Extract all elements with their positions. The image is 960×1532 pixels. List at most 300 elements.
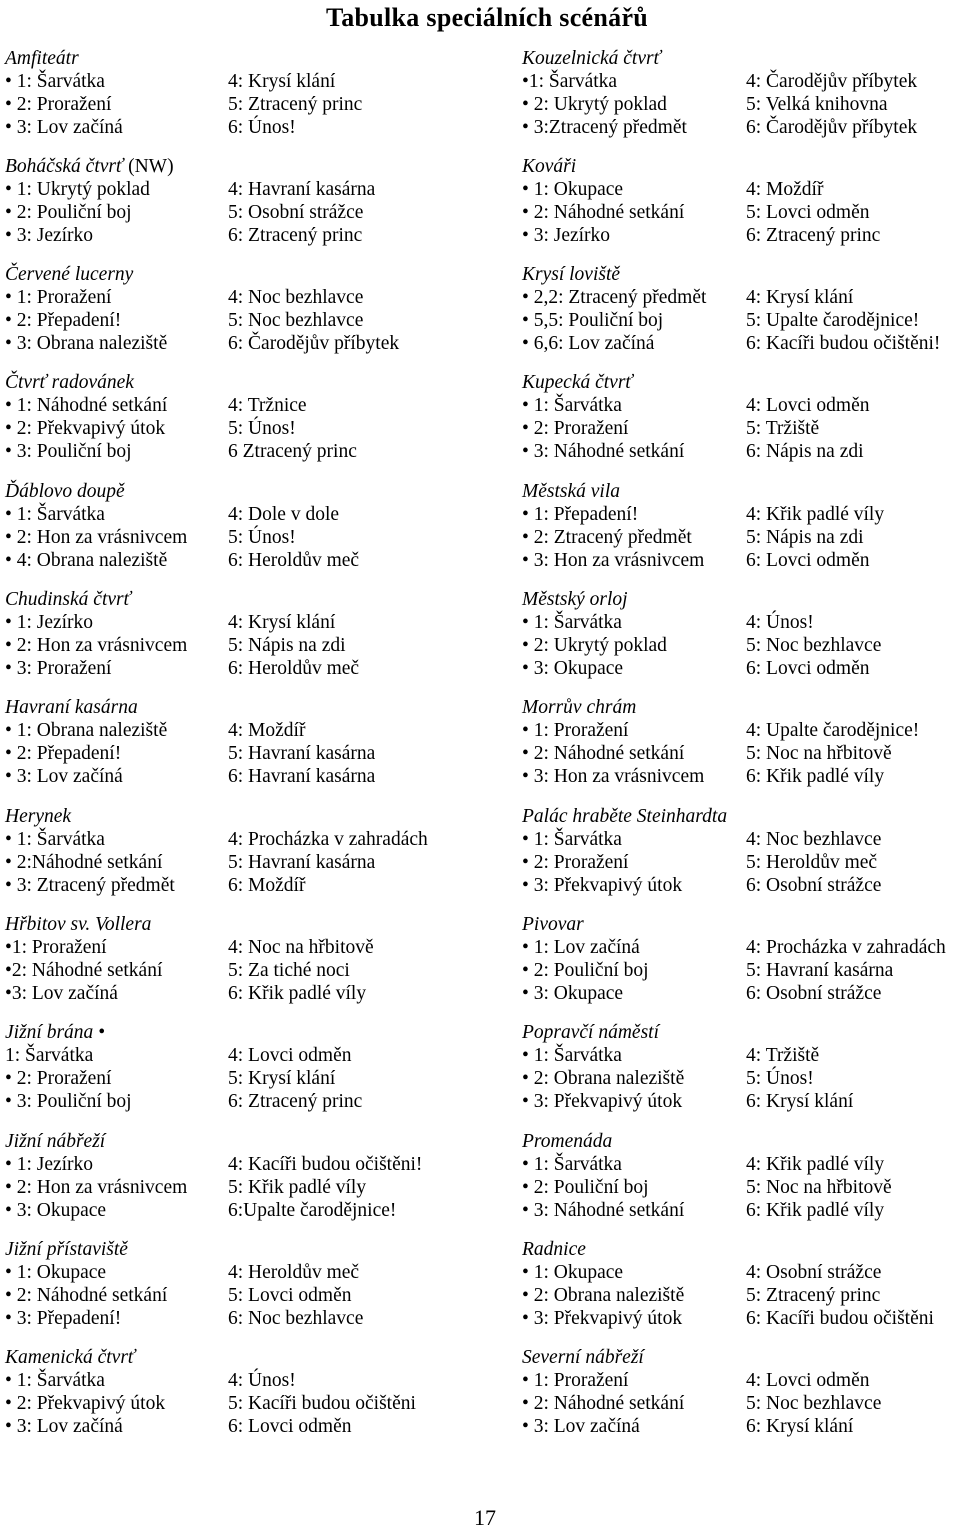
scenario-entry-first: • 3: Hon za vrásnivcem [522, 766, 705, 788]
scenario-row [522, 657, 958, 680]
scenario-row [522, 851, 958, 874]
section-title-text: Severní nábřeží [522, 1347, 644, 1369]
scenario-entry-first: • 2: Pouliční boj [522, 1176, 649, 1198]
scenario-entry-second: 4: Moždíř [746, 178, 824, 200]
scenario-row [522, 1261, 958, 1284]
scenario-entry-second: 5: Za tiché noci [228, 960, 350, 982]
scenario-row [522, 742, 958, 765]
section-title [5, 913, 510, 936]
scenario-entry-first: • 4: Obrana naleziště [5, 549, 168, 571]
section-title [522, 1346, 958, 1369]
scenario-row [5, 1176, 510, 1199]
scenario-entry-first: • 2: Hon za vrásnivcem [5, 1176, 188, 1198]
section-title-text: Jižní přístaviště [5, 1239, 128, 1261]
scenario-row [522, 309, 958, 332]
scenario-entry-first: • 3: Okupace [522, 983, 624, 1005]
scenario-entry-second: 4: Tržiště [746, 1045, 820, 1067]
section-title [5, 155, 510, 178]
section-title [5, 805, 510, 828]
scenario-entry-second: 6 Ztracený princ [228, 441, 357, 463]
scenario-row [522, 1415, 958, 1438]
scenario-row [522, 286, 958, 309]
scenario-row [522, 1090, 958, 1113]
scenario-entry-first: • 3: Okupace [5, 1199, 107, 1221]
scenario-row [5, 332, 510, 355]
scenario-entry-first: • 1: Proražení [5, 287, 112, 309]
scenario-entry-second: 4: Procházka v zahradách [228, 828, 428, 850]
scenario-section [522, 263, 958, 371]
scenario-section [5, 1238, 510, 1346]
section-title-text: Popravčí náměstí [522, 1022, 660, 1044]
scenario-entry-first: • 2: Proražení [522, 851, 629, 873]
scenario-entry-first: • 1: Jezírko [5, 1153, 94, 1175]
scenario-row [522, 178, 958, 201]
scenario-entry-second: 5: Únos! [228, 526, 296, 548]
scenario-row [522, 440, 958, 463]
section-title [522, 371, 958, 394]
scenario-entry-second: 4: Kacíři budou očištěni! [228, 1153, 423, 1175]
scenario-entry-first: • 1: Okupace [5, 1262, 107, 1284]
section-title [5, 1346, 510, 1369]
scenario-row [522, 201, 958, 224]
scenario-entry-second: 5: Noc bezhlavce [746, 1393, 882, 1415]
section-title [522, 263, 958, 286]
scenario-entry-first: • 2: Náhodné setkání [5, 1285, 168, 1307]
scenario-entry-second: 4: Lovci odměn [746, 395, 870, 417]
scenario-entry-first: • 2,2: Ztracený předmět [522, 287, 707, 309]
scenario-entry-second: 6: Ztracený princ [228, 224, 363, 246]
scenario-entry-first: • 2: Pouliční boj [522, 960, 649, 982]
scenario-section [522, 696, 958, 804]
scenario-entry-second: 6: Čarodějův příbytek [228, 333, 400, 355]
scenario-entry-second: 6: Čarodějův příbytek [746, 116, 918, 138]
scenario-section [5, 805, 510, 913]
scenario-entry-first: • 1: Náhodné setkání [5, 395, 168, 417]
scenario-entry-second: 4: Krysí klání [746, 287, 854, 309]
section-title-text: Promenáda [522, 1130, 613, 1152]
scenario-entry-first: • 3: Okupace [522, 658, 624, 680]
scenario-entry-first: • 2: Ukrytý poklad [522, 93, 667, 115]
scenario-entry-first: • 3: Hon za vrásnivcem [522, 549, 705, 571]
scenario-section [5, 155, 510, 263]
scenario-row [5, 634, 510, 657]
section-title [5, 1238, 510, 1261]
scenario-row [522, 828, 958, 851]
scenario-row [522, 332, 958, 355]
section-title [522, 913, 958, 936]
scenario-row [5, 765, 510, 788]
scenario-entry-first: • 3: Ztracený předmět [5, 874, 175, 896]
scenario-entry-first: • 1: Lov začíná [522, 937, 640, 959]
scenario-section [522, 1238, 958, 1346]
scenario-entry-second: 5: Noc bezhlavce [746, 635, 882, 657]
scenario-entry-first: • 3: Obrana naleziště [5, 333, 168, 355]
scenario-entry-second: 4: Osobní strážce [746, 1262, 882, 1284]
scenario-entry-first: • 2: Obrana naleziště [522, 1285, 685, 1307]
section-title-text: Kováři [522, 155, 577, 177]
scenario-entry-first: • 1: Šarvátka [5, 70, 105, 92]
scenario-entry-second: 5: Únos! [228, 418, 296, 440]
scenario-entry-second: 6: Osobní strážce [746, 874, 882, 896]
section-title [522, 155, 958, 178]
scenario-row [522, 224, 958, 247]
scenario-row [5, 851, 510, 874]
scenario-entry-first: • 2: Proražení [5, 93, 112, 115]
scenario-row [5, 286, 510, 309]
scenario-entry-second: 6: Ztracený princ [746, 224, 881, 246]
scenario-entry-second: 5: Lovci odměn [746, 201, 870, 223]
scenario-row [522, 116, 958, 139]
scenario-entry-first: • 2: Hon za vrásnivcem [5, 526, 188, 548]
left-column [5, 47, 510, 1455]
section-title [5, 47, 510, 70]
scenario-row [5, 1261, 510, 1284]
section-title-text: Jižní brána • [5, 1022, 105, 1044]
section-title-text: Kupecká čtvrť [522, 372, 633, 394]
scenario-entry-first: • 3: Lov začíná [5, 1416, 123, 1438]
scenario-entry-first: •2: Náhodné setkání [5, 960, 163, 982]
scenario-row [5, 549, 510, 572]
scenario-section [5, 1021, 510, 1129]
scenario-entry-first: • 1: Okupace [522, 1262, 624, 1284]
scenario-row [522, 634, 958, 657]
section-title-suffix: (NW) [128, 155, 174, 177]
scenario-row [5, 719, 510, 742]
scenario-entry-second: 6: Kacíři budou očištěni! [746, 333, 941, 355]
scenario-entry-first: • 2: Náhodné setkání [522, 201, 685, 223]
section-title [5, 480, 510, 503]
scenario-entry-second: 5: Havraní kasárna [746, 960, 894, 982]
scenario-section [522, 913, 958, 1021]
scenario-section [5, 47, 510, 155]
section-title [522, 1238, 958, 1261]
section-title [522, 47, 958, 70]
scenario-row [522, 417, 958, 440]
scenario-entry-second: 6: Moždíř [228, 874, 306, 896]
scenario-row [5, 178, 510, 201]
scenario-entry-first: • 3: Překvapivý útok [522, 1308, 683, 1330]
scenario-row [5, 611, 510, 634]
scenario-row [5, 440, 510, 463]
scenario-row [5, 93, 510, 116]
section-title-text: Chudinská čtvrť [5, 589, 131, 611]
scenario-section [5, 263, 510, 371]
scenario-entry-second: 6: Heroldův meč [228, 658, 360, 680]
section-title-text: Morrův chrám [522, 697, 637, 719]
scenario-entry-second: 5: Noc na hřbitově [746, 1176, 892, 1198]
section-title-text: Kamenická čtvrť [5, 1347, 136, 1369]
scenario-entry-second: 4: Křik padlé víly [746, 1153, 885, 1175]
scenario-entry-first: • 3: Pouliční boj [5, 441, 132, 463]
scenario-entry-first: • 1: Ukrytý poklad [5, 178, 150, 200]
scenario-section [522, 1346, 958, 1454]
scenario-section [522, 480, 958, 588]
scenario-row [5, 936, 510, 959]
scenario-entry-first: • 2: Přepadení! [5, 743, 122, 765]
scenario-entry-first: • 1: Šarvátka [5, 1370, 105, 1392]
scenario-row [5, 828, 510, 851]
scenario-row [522, 1044, 958, 1067]
scenario-row [5, 417, 510, 440]
scenario-row [522, 526, 958, 549]
scenario-entry-second: 4: Noc bezhlavce [746, 828, 882, 850]
scenario-entry-first: • 3: Přepadení! [5, 1308, 122, 1330]
scenario-entry-second: 4: Únos! [228, 1370, 296, 1392]
scenario-entry-first: • 3: Náhodné setkání [522, 441, 685, 463]
scenario-row [522, 936, 958, 959]
section-title-text: Čtvrť radovánek [5, 372, 134, 394]
scenario-entry-second: 5: Heroldův meč [746, 851, 878, 873]
scenario-row [5, 1284, 510, 1307]
scenario-row [5, 224, 510, 247]
scenario-entry-first: 1: Šarvátka [5, 1045, 94, 1067]
scenario-entry-second: 6: Krysí klání [746, 1091, 854, 1113]
scenario-entry-first: • 3: Náhodné setkání [522, 1199, 685, 1221]
scenario-row [522, 982, 958, 1005]
scenario-row [522, 874, 958, 897]
section-title-text: Pivovar [522, 914, 584, 936]
section-title [522, 1021, 958, 1044]
section-title-text: Hřbitov sv. Vollera [5, 914, 152, 936]
scenario-row [5, 1153, 510, 1176]
scenario-entry-first: • 2: Obrana naleziště [522, 1068, 685, 1090]
scenario-row [5, 1307, 510, 1330]
section-title-text: Amfiteátr [5, 47, 79, 69]
scenario-entry-first: • 1: Šarvátka [522, 1153, 622, 1175]
section-title [5, 588, 510, 611]
scenario-entry-first: • 1: Šarvátka [522, 612, 622, 634]
scenario-row [522, 1176, 958, 1199]
scenario-row [5, 1415, 510, 1438]
scenario-entry-second: 5: Osobní strážce [228, 201, 364, 223]
scenario-row [522, 959, 958, 982]
scenario-entry-first: •1: Proražení [5, 937, 107, 959]
scenario-row [5, 201, 510, 224]
section-title [5, 371, 510, 394]
scenario-row [522, 1392, 958, 1415]
scenario-entry-first: • 3: Proražení [5, 658, 112, 680]
section-title [5, 1130, 510, 1153]
scenario-row [522, 503, 958, 526]
scenario-entry-first: • 3: Jezírko [5, 224, 94, 246]
section-title [5, 1021, 510, 1044]
scenario-row [5, 116, 510, 139]
scenario-entry-second: 6: Lovci odměn [228, 1416, 352, 1438]
scenario-entry-second: 4: Lovci odměn [746, 1370, 870, 1392]
scenario-entry-first: • 1: Přepadení! [522, 503, 639, 525]
section-title [522, 696, 958, 719]
scenario-entry-second: 5: Havraní kasárna [228, 743, 376, 765]
scenario-section [5, 1346, 510, 1454]
scenario-entry-first: • 2: Překvapivý útok [5, 418, 166, 440]
scenario-entry-second: 6: Havraní kasárna [228, 766, 376, 788]
scenario-entry-second: 5: Krysí klání [228, 1068, 336, 1090]
scenario-entry-second: 5: Noc bezhlavce [228, 310, 364, 332]
section-title-text: Krysí loviště [522, 264, 621, 286]
scenario-entry-second: 5: Nápis na zdi [746, 526, 864, 548]
scenario-row [5, 309, 510, 332]
scenario-section [522, 805, 958, 913]
scenario-entry-first: • 3: Lov začíná [5, 116, 123, 138]
scenario-entry-first: • 5,5: Pouliční boj [522, 310, 664, 332]
scenario-entry-second: 6: Noc bezhlavce [228, 1308, 364, 1330]
scenario-entry-second: 6: Osobní strážce [746, 983, 882, 1005]
scenario-entry-first: • 1: Šarvátka [522, 828, 622, 850]
scenario-entry-second: 6: Únos! [228, 116, 296, 138]
scenario-entry-first: • 3: Překvapivý útok [522, 1091, 683, 1113]
scenario-section [5, 1130, 510, 1238]
scenario-row [5, 1369, 510, 1392]
scenario-row [522, 1307, 958, 1330]
scenario-entry-first: • 3: Lov začíná [5, 766, 123, 788]
scenario-entry-second: 5: Upalte čarodějnice! [746, 310, 920, 332]
scenario-row [522, 611, 958, 634]
scenario-entry-first: • 2: Proražení [5, 1068, 112, 1090]
scenario-entry-second: 4: Moždíř [228, 720, 306, 742]
scenario-entry-second: 4: Noc na hřbitově [228, 937, 374, 959]
section-title [5, 263, 510, 286]
right-column [522, 47, 958, 1455]
section-title-text: Kouzelnická čtvrť [522, 47, 661, 69]
section-title [522, 1130, 958, 1153]
scenario-entry-second: 4: Dole v dole [228, 503, 340, 525]
section-title-text: Jižní nábřeží [5, 1130, 106, 1152]
scenario-entry-first: • 1: Obrana naleziště [5, 720, 168, 742]
scenario-row [522, 1284, 958, 1307]
scenario-entry-first: • 1: Šarvátka [5, 828, 105, 850]
scenario-section [5, 696, 510, 804]
scenario-row [5, 1090, 510, 1113]
scenario-row [5, 874, 510, 897]
scenario-entry-first: • 3: Překvapivý útok [522, 874, 683, 896]
scenario-entry-second: 5: Havraní kasárna [228, 851, 376, 873]
section-title [5, 696, 510, 719]
scenario-entry-second: 4: Únos! [746, 612, 814, 634]
page-number: 17 [474, 1505, 496, 1530]
scenario-entry-second: 6: Křik padlé víly [228, 983, 367, 1005]
scenario-row [5, 1044, 510, 1067]
scenario-entry-second: 5: Velká knihovna [746, 93, 888, 115]
scenario-entry-second: 4: Heroldův meč [228, 1262, 360, 1284]
scenario-section [522, 371, 958, 479]
scenario-entry-second: 5: Ztracený princ [746, 1285, 881, 1307]
scenario-entry-second: 4: Havraní kasárna [228, 178, 376, 200]
scenario-entry-first: • 2: Náhodné setkání [522, 743, 685, 765]
scenario-entry-first: • 3: Pouliční boj [5, 1091, 132, 1113]
section-title-text: Ďáblovo doupě [5, 480, 125, 502]
section-title-text: Červené lucerny [5, 264, 134, 286]
section-title-text: Městská vila [522, 480, 621, 502]
scenario-section [522, 47, 958, 155]
section-title [522, 805, 958, 828]
scenario-entry-second: 5: Únos! [746, 1068, 814, 1090]
section-title-text: Boháčská čtvrť [5, 155, 124, 177]
scenario-entry-first: • 2: Hon za vrásnivcem [5, 635, 188, 657]
scenario-section [522, 155, 958, 263]
scenario-entry-second: 4: Čarodějův příbytek [746, 70, 918, 92]
scenario-entry-second: 5: Tržiště [746, 418, 820, 440]
section-title-text: Radnice [522, 1239, 586, 1261]
scenario-entry-second: 4: Křik padlé víly [746, 503, 885, 525]
scenario-section [522, 1021, 958, 1129]
section-title [522, 588, 958, 611]
section-title-text: Městský orloj [522, 589, 628, 611]
section-title-text: Herynek [5, 805, 72, 827]
scenario-row [5, 526, 510, 549]
scenario-entry-second: 6: Křik padlé víly [746, 1199, 885, 1221]
scenario-entry-first: • 1: Jezírko [5, 612, 94, 634]
scenario-entry-first: •3: Lov začíná [5, 983, 118, 1005]
scenario-entry-second: 4: Noc bezhlavce [228, 287, 364, 309]
scenario-entry-first: • 2: Překvapivý útok [5, 1393, 166, 1415]
scenario-section [5, 371, 510, 479]
scenario-entry-second: 5: Noc na hřbitově [746, 743, 892, 765]
scenario-row [5, 503, 510, 526]
scenario-entry-first: • 2: Přepadení! [5, 310, 122, 332]
scenario-entry-second: 6: Heroldův meč [228, 549, 360, 571]
scenario-row [522, 70, 958, 93]
scenario-entry-second: 6: Nápis na zdi [746, 441, 864, 463]
scenario-entry-first: • 1: Šarvátka [522, 395, 622, 417]
scenario-entry-second: 6: Krysí klání [746, 1416, 854, 1438]
scenario-section [5, 588, 510, 696]
scenario-entry-first: • 2: Proražení [522, 418, 629, 440]
scenario-entry-second: 6: Kacíři budou očištěni [746, 1308, 934, 1330]
scenario-row [522, 1153, 958, 1176]
scenario-row [522, 719, 958, 742]
scenario-entry-second: 5: Křik padlé víly [228, 1176, 367, 1198]
scenario-entry-first: • 2: Náhodné setkání [522, 1393, 685, 1415]
scenario-section [522, 1130, 958, 1238]
scenario-row [5, 70, 510, 93]
section-title [522, 480, 958, 503]
scenario-entry-second: 5: Ztracený princ [228, 93, 363, 115]
scenario-entry-first: • 2: Ukrytý poklad [522, 635, 667, 657]
page-title: Tabulka speciálních scénářů [325, 3, 649, 32]
scenario-row [5, 657, 510, 680]
scenario-entry-second: 5: Kacíři budou očištěni [228, 1393, 416, 1415]
scenario-entry-first: • 2:Náhodné setkání [5, 851, 163, 873]
scenario-entry-second: 4: Krysí klání [228, 612, 336, 634]
scenario-entry-first: • 3: Jezírko [522, 224, 611, 246]
scenario-entry-first: • 1: Proražení [522, 1370, 629, 1392]
scenario-entry-first: • 1: Proražení [522, 720, 629, 742]
scenario-row [522, 549, 958, 572]
scenario-row [522, 1199, 958, 1222]
scenario-row [5, 959, 510, 982]
scenario-entry-second: 4: Krysí klání [228, 70, 336, 92]
scenario-row [5, 742, 510, 765]
scenario-entry-second: 6: Ztracený princ [228, 1091, 363, 1113]
scenario-row [522, 1369, 958, 1392]
scenario-entry-first: • 1: Okupace [522, 178, 624, 200]
scenario-entry-second: 6: Lovci odměn [746, 658, 870, 680]
section-title-text: Palác hraběte Steinhardta [522, 805, 728, 827]
scenario-entry-first: • 1: Šarvátka [5, 503, 105, 525]
scenario-entry-second: 6: Křik padlé víly [746, 766, 885, 788]
scenario-entry-first: • 2: Pouliční boj [5, 201, 132, 223]
scenario-section [5, 913, 510, 1021]
scenario-entry-second: 4: Procházka v zahradách [746, 937, 946, 959]
scenario-row [522, 765, 958, 788]
scenario-entry-second: 6:Upalte čarodějnice! [228, 1199, 397, 1221]
scenario-section [5, 480, 510, 588]
scenario-entry-first: • 6,6: Lov začíná [522, 333, 655, 355]
scenario-row [5, 394, 510, 417]
scenario-entry-second: 4: Upalte čarodějnice! [746, 720, 920, 742]
scenario-entry-first: • 2: Ztracený předmět [522, 526, 692, 548]
scenario-row [522, 1067, 958, 1090]
